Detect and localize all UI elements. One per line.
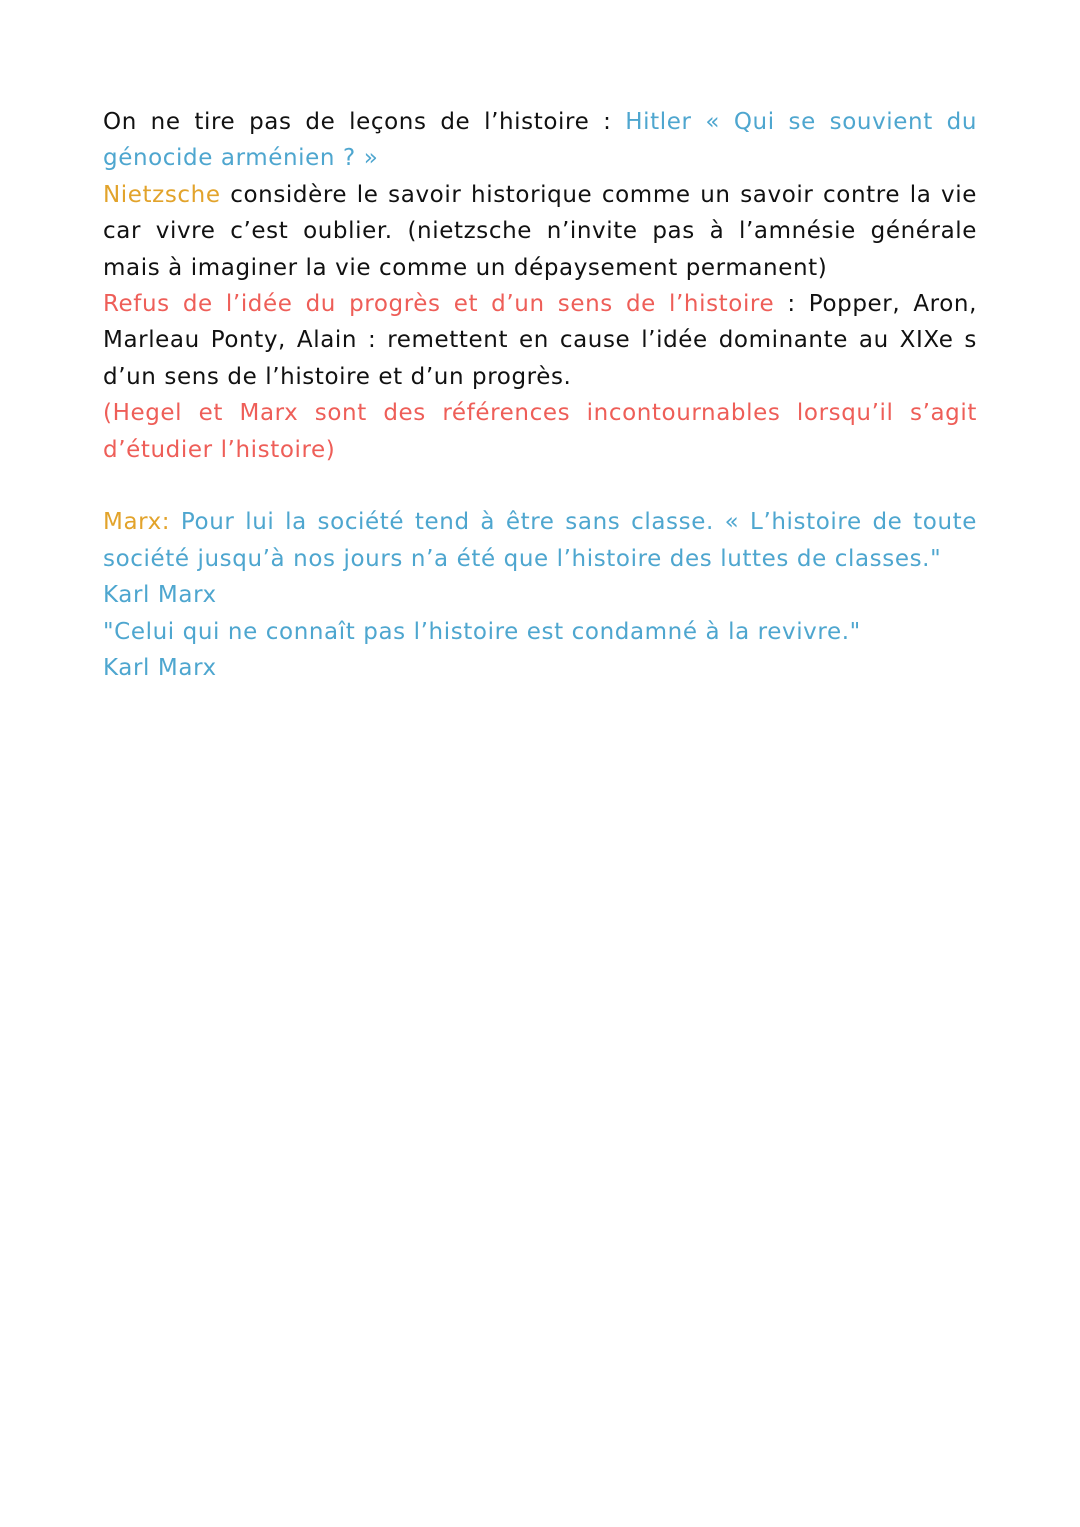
hegel-marx-note: (Hegel et Marx sont des références incontournables lorsqu’il s’agit d’étudier l’histoire)	[103, 400, 977, 463]
marx-name: Marx:	[103, 509, 171, 536]
attribution-karl-marx-1: Karl Marx	[103, 582, 217, 609]
notes-page	[103, 104, 977, 686]
progress-refusal-heading: Refus de l’idée du progrès et d’un sens de l’histoire	[103, 291, 775, 318]
paragraph-hegel-marx-note	[103, 395, 977, 468]
paragraph-marx	[103, 504, 977, 577]
paragraph-lessons-of-history	[103, 104, 977, 177]
marx-text: Pour lui la société tend à être sans classe. « L’histoire de toute société jusqu’à nos jours n’a été que l’histoire des luttes de classes."	[103, 509, 977, 572]
paragraph-progress-refusal	[103, 286, 977, 395]
hitler-quote: Hitler « Qui se souvient du génocide arménien ? »	[103, 109, 977, 172]
attribution-karl-marx-2: Karl Marx	[103, 655, 217, 682]
paragraph-nietzsche	[103, 177, 977, 286]
nietzsche-name: Nietzsche	[103, 181, 221, 208]
quote-condemned-to-relive: "Celui qui ne connaît pas l’histoire est condamné à la revivre."	[103, 618, 861, 645]
nietzsche-text: considère le savoir historique comme un savoir contre la vie car vivre c’est oublier. (nietzsche n’invite pas à l’amnésie générale mais à imaginer la vie comme un dépaysement permanent)	[103, 181, 977, 281]
progress-refusal-text: : Popper, Aron, Marleau Ponty, Alain : remettent en cause l’idée dominante au XIXe s d’un sens de l’histoire et d’un progrès.	[103, 291, 977, 390]
lessons-statement: On ne tire pas de leçons de l’histoire :	[103, 109, 626, 135]
paragraph-spacer	[103, 468, 977, 504]
